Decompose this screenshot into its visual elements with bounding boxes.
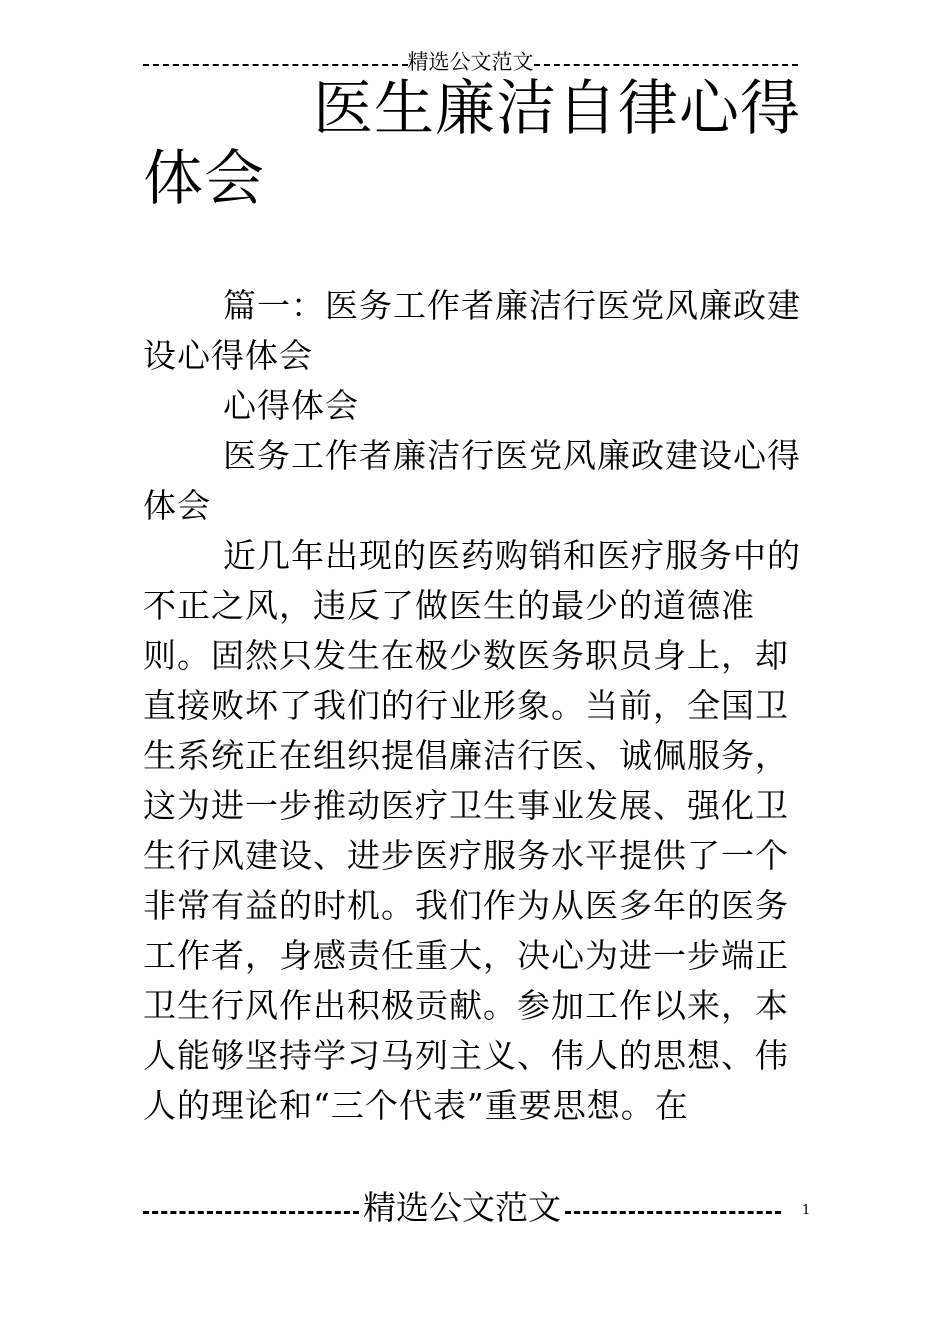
paragraph-subheading: 心得体会	[223, 386, 359, 425]
footer-dashes-left	[143, 1211, 359, 1214]
title-line-1: 医生廉洁自律心得	[313, 74, 801, 144]
document-body	[143, 281, 803, 1131]
paragraph-topic: 医务工作者廉洁行医党风廉政建设心得体会	[143, 436, 801, 525]
page-footer	[143, 1188, 781, 1228]
header-dashes-right	[534, 64, 799, 66]
header-dashes-left	[143, 64, 408, 66]
paragraph-heading: 篇一：医务工作者廉洁行医党风廉政建设心得体会	[143, 286, 801, 375]
footer-label: 精选公文范文	[363, 1188, 561, 1227]
paragraph-body: 近几年出现的医药购销和医疗服务中的不正之风，违反了做医生的最少的道德准则。固然只发生在极少数医务职员身上，却直接败坏了我们的行业形象。当前，全国卫生系统正在组织提倡廉洁行医、诚佩服务，这为进一步推动医疗卫生事业发展、强化卫生行风建设、进步医疗服务水平提供了一个非常有益的时机。我们作为从医多年的医务工作者，身感责任重大，决心为进一步端正卫生行风作出积极贡献。参加工作以来，本人能够坚持学习马列主义、伟人的思想、伟人的理论和“三个代表”重要思想。在	[143, 536, 801, 1125]
footer-dashes-right	[565, 1211, 781, 1214]
header-label: 精选公文范文	[407, 50, 534, 74]
page-number: 1	[802, 1203, 811, 1218]
page-header	[143, 50, 798, 74]
document-title	[143, 74, 803, 214]
title-line-2: 体会	[143, 144, 265, 214]
